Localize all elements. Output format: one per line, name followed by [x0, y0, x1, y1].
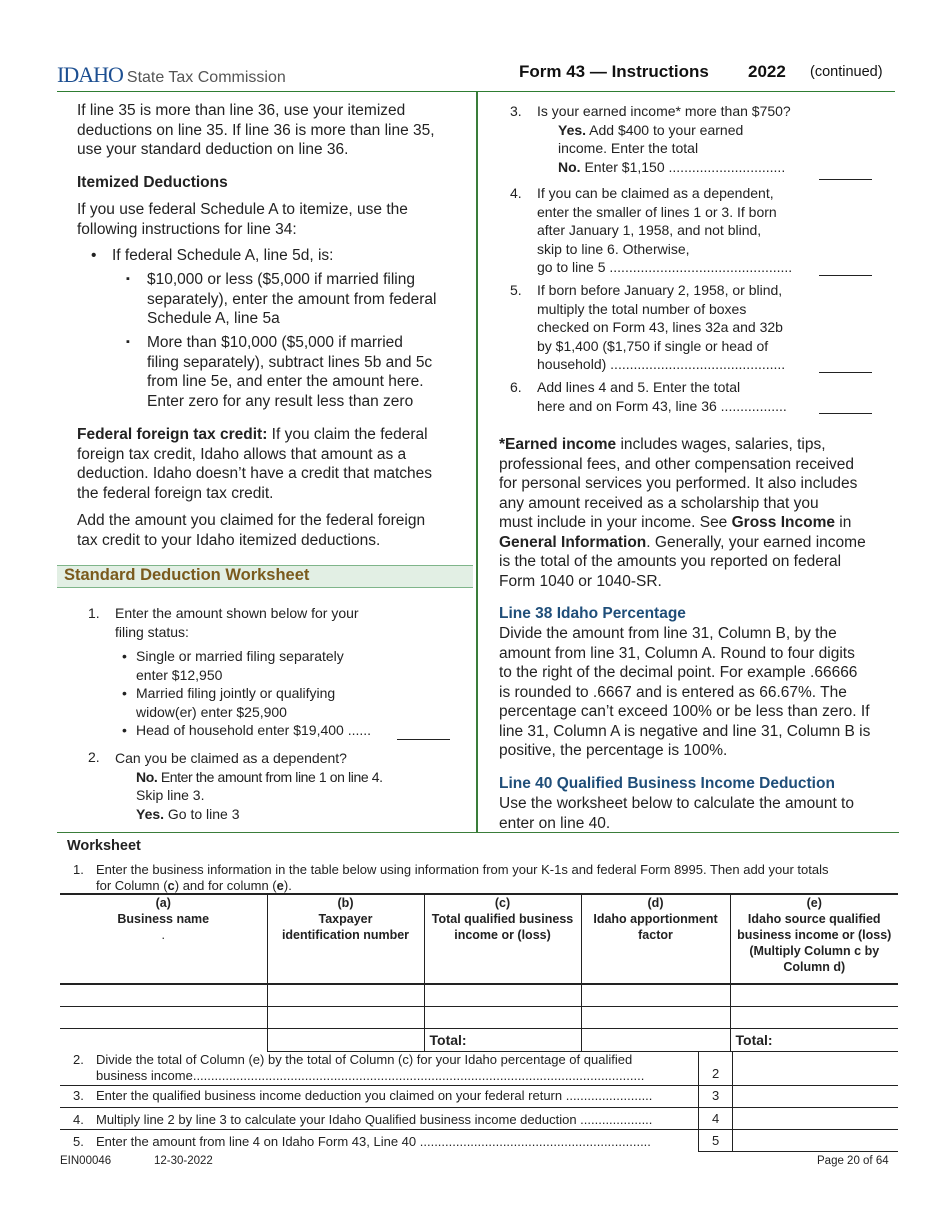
taxpayer-id-cell[interactable]: [267, 984, 424, 1006]
text-line: tax credit to your Idaho itemized deductions.: [77, 531, 381, 549]
form-title: Form 43 — Instructions: [519, 62, 709, 81]
column-label: Idaho source qualified: [747, 912, 881, 926]
ws-line-1: [115, 604, 359, 641]
text-line: Use the worksheet below to calculate the amount to: [499, 795, 854, 812]
text-line: Divide the amount from line 31, Column B, by the: [499, 625, 837, 642]
column-label: identification number: [281, 928, 410, 942]
text-line: [499, 513, 866, 533]
apportionment-factor-cell[interactable]: [581, 984, 730, 1006]
ws-line-4: [537, 184, 792, 277]
column-divider: [476, 92, 478, 832]
text-line: Married filing jointly or qualifying: [136, 685, 336, 701]
text-line: foreign tax credit, Idaho allows that amount as a: [77, 445, 407, 463]
text-line: is the total of the amounts you reported on federal: [499, 553, 842, 570]
worksheet-line-1: [96, 862, 829, 894]
column-e-total[interactable]: Total:: [730, 1028, 898, 1051]
line-38-paragraph: [499, 624, 870, 761]
revision-date: 12-30-2022: [154, 1155, 213, 1167]
text-line: household) .............................................: [537, 356, 786, 372]
text-line: [115, 768, 383, 787]
column-letter: (d): [647, 896, 664, 910]
line-box-number: 5: [712, 1133, 720, 1148]
bullet-marker: •: [91, 247, 97, 264]
yes-label: Yes.: [136, 805, 165, 822]
table-cell: [267, 1028, 424, 1051]
line-4-amount-field[interactable]: [733, 1108, 898, 1128]
column-header-e: [730, 894, 898, 984]
bullet-marker: •: [122, 722, 127, 738]
sub-bullet-marker: ▪: [126, 336, 130, 348]
itemized-vs-standard-paragraph: [77, 101, 435, 160]
form-year: 2022: [748, 62, 786, 81]
text-line: deduction. Idaho doesn’t have a credit that matches: [77, 465, 433, 482]
column-label: factor: [638, 928, 673, 942]
total-qbi-cell[interactable]: [424, 1006, 581, 1028]
column-label: business income or (loss): [737, 928, 892, 942]
text-line: amount from line 31, Column A. Round to four digits: [499, 644, 855, 662]
text-line: $10,000 or less ($5,000 if married filing: [147, 271, 415, 288]
line-number-column-border: [698, 1052, 699, 1151]
business-name-cell[interactable]: [60, 1006, 267, 1028]
ws-line-number: 5.: [510, 282, 522, 298]
text-line: If line 35 is more than line 36, use your itemized: [77, 102, 406, 119]
text-line: following instructions for line 34:: [77, 220, 297, 238]
table-cell: [581, 1028, 730, 1051]
logo-agency-name: State Tax Commission: [126, 69, 286, 86]
worksheet-line-2: [96, 1052, 694, 1084]
ws-line-2: [115, 749, 383, 823]
column-letter: (e): [806, 896, 822, 910]
text-line: Is your earned income* more than $750?: [537, 103, 791, 119]
itemized-deductions-heading: Itemized Deductions: [77, 174, 228, 191]
table-row: [60, 984, 898, 1006]
bullet-marker: •: [122, 685, 127, 701]
text-line: multiply the total number of boxes: [537, 300, 747, 317]
logo-wordmark: IDAHO: [57, 62, 123, 87]
idaho-source-qbi-cell[interactable]: [730, 984, 898, 1006]
text-line: Single or married filing separately: [136, 648, 344, 664]
sub-bullet-more-than-10000: [147, 333, 432, 411]
text-line: [499, 533, 866, 553]
text-line: after January 1, 1958, and not blind,: [537, 222, 762, 238]
schedule-a-paragraph: [77, 200, 408, 239]
no-label: No.: [136, 768, 158, 785]
ws-line-number: 4.: [510, 185, 522, 201]
line-40-paragraph: [499, 794, 854, 833]
ws-line-number: 3.: [510, 103, 522, 119]
gross-income-ref: Gross Income: [731, 514, 835, 531]
text-line: here and on Form 43, line 36 .................: [537, 397, 787, 414]
text-line: enter the smaller of lines 1 or 3. If born: [537, 203, 777, 220]
text-line: enter $12,950: [136, 666, 223, 683]
table-row: [60, 1006, 898, 1028]
text-line: Can you be claimed as a dependent?: [115, 750, 347, 766]
text-line: If you can be claimed as a dependent,: [537, 185, 774, 201]
form-code: EIN00046: [60, 1155, 112, 1167]
line-box-number: 4: [712, 1111, 720, 1126]
text-line: [77, 425, 432, 445]
ws-line-number: 1.: [88, 605, 100, 621]
idaho-logo: [57, 62, 286, 88]
ws-line-3: [537, 102, 791, 176]
text-fragment: Add $400 to your earned: [586, 121, 744, 138]
text-line: [537, 158, 791, 177]
sub-bullet-marker: ▪: [126, 273, 130, 285]
text-line: percentage can’t exceed 100% or be less than zero. If: [499, 703, 870, 720]
line-5-amount-field[interactable]: [733, 1130, 898, 1150]
text-fragment: ).: [283, 878, 292, 893]
idaho-source-qbi-cell[interactable]: [730, 1006, 898, 1028]
column-c-total[interactable]: Total:: [424, 1028, 581, 1051]
ws-line-1-entry-blank[interactable]: [397, 739, 450, 740]
text-line: checked on Form 43, lines 32a and 32b: [537, 319, 783, 335]
earned-income-label: *Earned income: [499, 436, 617, 453]
ws-line-number: 3.: [73, 1088, 84, 1103]
text-line: is rounded to .6667 and is entered as 66.67%. The: [499, 683, 847, 701]
column-label: Column d): [783, 960, 846, 974]
text-line: Enter zero for any result less than zero: [147, 392, 414, 410]
column-label: .: [161, 928, 165, 942]
row-rule: [698, 1151, 898, 1152]
column-header-d: [581, 894, 730, 984]
no-label: No.: [558, 158, 581, 175]
filing-status-head-of-household: Head of household enter $19,400 ......: [136, 722, 372, 738]
text-line: line 31, Column A is negative and line 31, Column B is: [499, 722, 871, 740]
ws-line-6-entry-blank[interactable]: [819, 413, 872, 414]
line-box-number: 2: [712, 1066, 720, 1081]
text-line: filing status:: [115, 623, 189, 640]
sub-bullet-10000-or-less: [147, 270, 436, 329]
text-fragment: Go to line 3: [164, 805, 240, 822]
column-header-a: [60, 894, 267, 984]
column-c-ref: c: [167, 878, 175, 893]
table-total-row: [60, 1028, 898, 1051]
text-line: enter on line 40.: [499, 814, 611, 832]
ws-line-number: 1.: [73, 862, 84, 877]
text-fragment: must include in your income. See: [499, 514, 732, 531]
column-label: Idaho apportionment: [593, 912, 718, 926]
text-line: More than $10,000 ($5,000 if married: [147, 334, 403, 351]
yes-label: Yes.: [558, 121, 587, 138]
ws-line-6: [537, 378, 787, 415]
ws-line-number: 6.: [510, 379, 522, 395]
filing-status-single: [136, 647, 344, 684]
total-qbi-cell[interactable]: [424, 984, 581, 1006]
text-line: Skip line 3.: [136, 787, 205, 803]
text-fragment: If you claim the federal: [267, 426, 428, 443]
text-line: Enter the business information in the table below using information from your K-1s and federal Form 8995. Then add your totals: [96, 862, 829, 877]
text-line: the federal foreign tax credit.: [77, 484, 274, 502]
continued-label: (continued): [810, 64, 883, 80]
line-3-amount-field[interactable]: [733, 1086, 898, 1106]
ws-line-number: 2.: [88, 749, 100, 765]
text-line: filing separately), subtract lines 5b and 5c: [147, 353, 433, 371]
text-line: go to line 5 ...............................................: [537, 259, 793, 275]
text-line: Add the amount you claimed for the federal foreign: [77, 512, 426, 529]
text-line: Enter the amount shown below for your: [115, 605, 359, 621]
page-number: Page 20 of 64: [817, 1155, 889, 1167]
general-information-ref: General Information: [499, 533, 647, 551]
column-letter: (b): [337, 896, 354, 910]
worksheet-line-5: Enter the amount from line 4 on Idaho Form 43, Line 40 ................................................................: [96, 1134, 651, 1149]
line-38-heading: Line 38 Idaho Percentage: [499, 605, 686, 622]
filing-status-married-joint: [136, 684, 335, 721]
text-fragment: . Generally, your earned income: [646, 533, 866, 551]
line-2-amount-field[interactable]: [733, 1053, 898, 1084]
column-letter: (c): [494, 896, 511, 910]
text-line: If you use federal Schedule A to itemize, use the: [77, 201, 408, 218]
text-line: deductions on line 35. If line 36 is more than line 35,: [77, 121, 435, 139]
text-fragment: includes wages, salaries, tips,: [616, 436, 826, 453]
foreign-tax-credit-paragraph: [77, 425, 432, 503]
column-letter: (a): [155, 896, 171, 910]
text-line: professional fees, and other compensation received: [499, 455, 854, 473]
column-label: income or (loss): [454, 928, 551, 942]
text-line: by $1,400 ($1,750 if single or head of: [537, 337, 769, 354]
ws-line-number: 4.: [73, 1112, 84, 1127]
worksheet-line-4: Multiply line 2 by line 3 to calculate your Idaho Qualified business income deduction ....................: [96, 1112, 653, 1127]
add-foreign-credit-paragraph: [77, 511, 425, 550]
text-line: use your standard deduction on line 36.: [77, 141, 349, 158]
text-line: Form 1040 or 1040-SR.: [499, 572, 662, 590]
text-fragment: Enter the amount from line 1 on line 4.: [157, 768, 383, 785]
text-line: from line 5e, and enter the amount here.: [147, 373, 424, 390]
text-fragment: in: [835, 514, 852, 531]
text-fragment: Enter $1,150 ..............................: [580, 158, 786, 175]
apportionment-factor-cell[interactable]: [581, 1006, 730, 1028]
text-line: to the right of the decimal point. For example .66666: [499, 664, 858, 681]
text-line: for personal services you performed. It also includes: [499, 475, 858, 492]
text-line: skip to line 6. Otherwise,: [537, 240, 690, 257]
bullet-marker: •: [122, 648, 127, 664]
text-fragment: ) and for column (: [174, 878, 277, 893]
text-line: separately), enter the amount from federal: [147, 290, 437, 308]
ws-line-4-entry-blank[interactable]: [819, 275, 872, 276]
column-label: Taxpayer: [318, 912, 373, 926]
line-40-heading: Line 40 Qualified Business Income Deduction: [499, 775, 835, 792]
ws-line-number: 2.: [73, 1052, 84, 1067]
section-divider: [57, 832, 899, 833]
ws-line-5-entry-blank[interactable]: [819, 372, 872, 373]
text-line: [499, 435, 866, 455]
text-line: [115, 805, 383, 824]
business-income-table: [60, 893, 898, 1052]
standard-deduction-section-bar: [57, 565, 473, 588]
table-header-row: [60, 894, 898, 984]
line-box-number: 3: [712, 1088, 720, 1103]
ws-line-3-entry-blank[interactable]: [819, 179, 872, 180]
text-line: business income.............................................................................................................................: [96, 1068, 645, 1083]
text-line: Divide the total of Column (e) by the total of Column (c) for your Idaho percentage of qualified: [96, 1052, 633, 1067]
text-line: income. Enter the total: [558, 140, 699, 156]
ws-line-5: [537, 281, 785, 374]
section-title: Standard Deduction Worksheet: [64, 566, 310, 584]
text-line: positive, the percentage is 100%.: [499, 742, 728, 759]
table-cell: [60, 1028, 267, 1051]
column-header-b: [267, 894, 424, 984]
column-header-c: [424, 894, 581, 984]
text-line: Add lines 4 and 5. Enter the total: [537, 379, 741, 395]
text-line: Schedule A, line 5a: [147, 310, 280, 327]
text-line: any amount received as a scholarship that you: [499, 494, 819, 512]
text-fragment: for Column (: [96, 878, 168, 893]
text-line: If born before January 2, 1958, or blind,: [537, 282, 783, 298]
text-line: widow(er) enter $25,900: [136, 703, 287, 720]
taxpayer-id-cell[interactable]: [267, 1006, 424, 1028]
schedule-a-bullet: If federal Schedule A, line 5d, is:: [112, 247, 334, 264]
column-label: (Multiply Column c by: [749, 944, 880, 958]
worksheet-line-3: Enter the qualified business income deduction you claimed on your federal return ........................: [96, 1088, 653, 1103]
foreign-tax-credit-label: Federal foreign tax credit:: [77, 426, 268, 443]
column-label: Business name: [117, 912, 210, 926]
column-e-ref: e: [276, 878, 284, 893]
business-name-cell[interactable]: [60, 984, 267, 1006]
text-line: [96, 878, 829, 894]
column-label: Total qualified business: [431, 912, 574, 926]
ws-line-number: 5.: [73, 1134, 84, 1149]
earned-income-paragraph: [499, 435, 866, 591]
text-line: [537, 121, 791, 140]
worksheet-title: Worksheet: [67, 838, 141, 854]
